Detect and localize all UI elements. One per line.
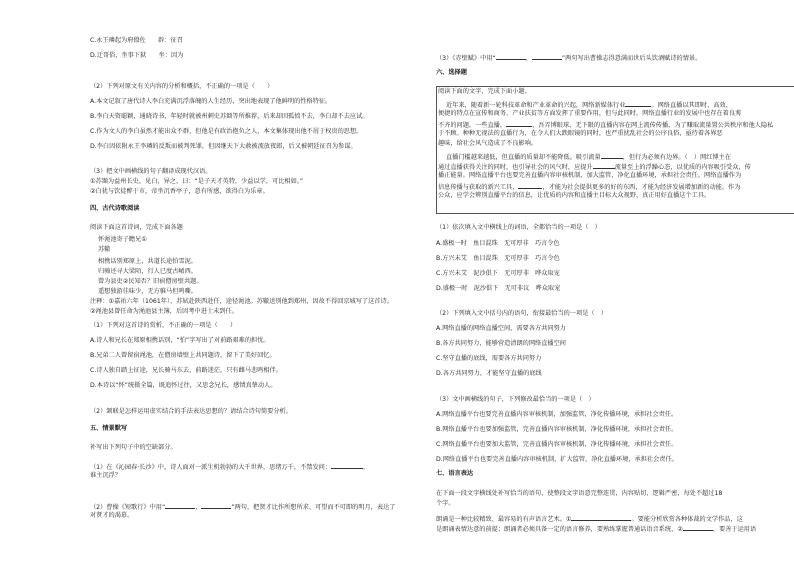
question-text: （1）依次填入文中横线上的词语，全都恰当的一项是（ ） <box>436 224 601 231</box>
question-text: （1）下列对这首诗的赏析，不正确的一项是（ ） <box>90 322 237 329</box>
poem-title: 怀渑池寄子瞻兄① <box>98 236 147 243</box>
answer-blank[interactable] <box>683 524 713 531</box>
passage-line-5: 趣味，给社会风气造成了不良影响。 <box>438 140 537 147</box>
dictation-item-3-text: （3）《赤壁赋》中用“ <box>436 55 496 62</box>
passage-line-9-text: 信息传播与获取的新兴工具， <box>438 184 519 191</box>
question-text: （3）文中画横线的句子，下列修改最恰当的一项是（ ） <box>436 396 595 403</box>
poem-note-2: ②渑池县曾任命为渑池县主簿，后因考中进士未到任。 <box>90 308 238 315</box>
option-b-line: B.网络直播平台也要加强监管，完善直播内容审核机制，净化传播环境，承担社会责任。 <box>436 426 678 433</box>
option-d-line: D.李白因依附永王李璘的反叛而被判死罪，但因继天下大赦被流放夜郎，后又被朝廷征召为参谋。 <box>90 143 357 150</box>
answer-blank[interactable] <box>593 162 615 169</box>
poem-instruction: 阅读下面这首诗词，完成下面各题 <box>90 224 183 231</box>
passage-line-7-cont: 流量至上的浮躁心态，以优质的内容吸引受众，传 <box>614 164 751 171</box>
passage-line-9-cont: ，才能为社会提供更多的好的东西，才能为经济发展增加新的动能。作为 <box>542 184 741 191</box>
answer-blank[interactable] <box>496 53 526 60</box>
poem-line-2: 归骑还寻大梁陌，行人已度古崤西。 <box>98 268 197 275</box>
passage-line-1-text: 近年来，随着新一轮科技革命和产业革命的兴起，网络新媒体行业 <box>446 102 626 109</box>
option-b-line: B.李白天资聪颖，通晓诗书，年轻时就被州刺史苏頲等所推荐，后来却因孤愤不去，李白却不去应试。 <box>90 113 369 120</box>
option-c-line: C.方兴未艾 泥沙俱下 无可厚非 哗众取宠 <box>436 270 560 277</box>
option-a-line: A.网络直播平台也要完善直播内容审核机制，加强监管，净化传播环境，承担社会责任。 <box>436 411 678 418</box>
translation-item-2: ②白犹与饮徒醉于市，帝坐沉香亭子，意有所感，欲得白为乐章。 <box>90 188 269 195</box>
answer-blank[interactable] <box>506 120 532 127</box>
option-d-line: D.盛极一时 泥沙俱下 无可非议 哗众取宠 <box>436 285 561 292</box>
answer-blank[interactable] <box>625 100 651 107</box>
passage-line-3 <box>438 120 773 130</box>
dictation-item-2-text: （2）曹操《短歌行》中用“ <box>90 504 166 511</box>
option-c-line: C.诗人独自踏上征途，兄长骑马东去，前路迷茫，只有雌马悲鸣相伴。 <box>90 367 282 374</box>
left-column <box>90 0 462 562</box>
option-a-line: A.本文记叙了唐代诗人李白充满沉浮落魄的人生经历，突出地表现了他鲜明的性格特征。 <box>90 98 332 105</box>
option-a-line: A.诗人和兄长在郑原相携话别，“怕”字写出了对前路艰难的担忧。 <box>90 337 270 344</box>
section-heading-dictation: 五、情景默写 <box>90 425 128 432</box>
passage-line-6-text: 直播门槛越来越低，但直播的质量却不能降低。吸引流量 <box>446 154 601 161</box>
answer-blank[interactable] <box>532 53 562 60</box>
question-text: （2）下列填入文中括号内的语句，衔接最恰当的一项是（ ） <box>436 310 607 317</box>
option-b-line: B.兄弟二人曾留宿渑池，在僧房墙壁上共同题诗，留下了美好回忆。 <box>90 352 276 359</box>
answer-blank[interactable] <box>571 514 631 521</box>
question-text: （2）颔联是怎样运用虚实结合的手法表达思想的？请结合诗句简要分析。 <box>90 408 292 415</box>
expression-text-1 <box>436 514 743 524</box>
answer-blank[interactable] <box>165 502 195 509</box>
poem-author: 苏辙 <box>98 246 111 253</box>
option-b-line: B.方兴未艾 鱼目混珠 无可厚非 巧言令色 <box>436 255 560 262</box>
dictation-instruction: 补写出下列句子中的空缺部分。 <box>90 444 177 451</box>
expression-instruction: 在下面一段文字横线处补写恰当的语句，使整段文字语意完整连贯，内容贴切，逻辑严密，每处不超过18 <box>436 490 723 497</box>
translation-item-1: ①苏颋为益州长史，见白，异之，曰：“是子天才英特，少益以学，可比相如。” <box>90 178 304 185</box>
passage-line-7-text: 通过直播获得关注的同时，也引导社会的风气时，应提升 <box>438 164 593 171</box>
expression-text-1-start: 朗诵是一种比较精致、最容易的有声语言艺术。① <box>436 516 572 523</box>
section-heading-expression: 七、语言表达 <box>436 470 474 477</box>
answer-blank[interactable] <box>518 182 542 189</box>
option-b-line: B.各方共同努力，能够营造清朗的网络直播空间 <box>436 340 566 347</box>
passage-line-6-cont: ，但行为必须有边界。（ ）网红博主在 <box>622 154 731 161</box>
passage-line-3-cont: ，吾弄博眼球，无下限的直播内容在网上流传传播，为了赚取流量置公共秩序和他人隐私 <box>532 122 774 129</box>
option-a-line: A.网络直播的网络直播空间，需要各方共同努力 <box>436 325 566 332</box>
expression-text-2 <box>436 524 756 534</box>
dictation-item-2: （2）曹操《短歌行》中用“ ， ”两句，把贤才比作所想所求、可望而不可即的明月，表达了 <box>90 504 396 511</box>
passage-instruction: 阅读下面的文字，完成下面小题。 <box>438 88 531 95</box>
option-d-line: D.迁哥俗，坐事下狱 坐：因为 <box>90 52 184 59</box>
dictation-item-2-cont: ”两句，把贤才比作所想所求、可望而不可即的明月，表达了 <box>231 504 396 511</box>
passage-line-10: 公众，应学会辨别直播平台的信息，让优质的内容和直播主目标大众视野，真正用好直播这个工具。 <box>438 192 711 199</box>
option-c-line: C.作为文人的李白虽然才能出众不群，但他是有政治抱负之人，本文集体现出他不屑于权贵的思想。 <box>90 128 363 135</box>
poem-line-4: 遥想独游佳味少，无方骓马但鸣嘶。 <box>98 288 197 295</box>
section-heading-poetry: 四、古代诗歌阅读 <box>90 205 140 212</box>
expression-instruction-end: 个字。 <box>436 500 455 507</box>
passage-line-4: 于不顾。种种无视法的直播行为，在令人们大跌眼镜的同时，也严重扰乱社会的公序良俗，亟待着各界恶 <box>438 130 723 137</box>
answer-blank[interactable] <box>201 502 231 509</box>
dictation-item-1-text: （1）在《沁园春·长沙》中，诗人面对一派生机勃勃的大千世界，思绪万千，不禁发问： <box>90 464 332 471</box>
passage-line-3-text: 不齐的问题。一些直播， <box>438 122 507 129</box>
answer-blank[interactable] <box>331 462 363 469</box>
answer-blank[interactable] <box>601 152 623 159</box>
passage-line-9 <box>438 182 740 192</box>
right-column <box>436 0 794 562</box>
poem-line-1: 相携话别郑原上，共道长途怕雪泥。 <box>98 258 197 265</box>
passage-line-7 <box>438 162 751 172</box>
passage-line-1 <box>446 100 732 110</box>
option-a-line: A.盛极一时 鱼目混珠 无可厚非 巧言令色 <box>436 240 560 247</box>
question-text: （2）下列对原文有关内容的分析和概括，不正确的一项是（ ） <box>90 83 274 90</box>
option-c-line: C.永王璘起为府僚佐 辟：征召 <box>90 37 183 44</box>
dictation-item-2-end: 对贤才的渴慕。 <box>90 512 134 519</box>
passage-line-1-cont: 。网络直播以其即时、高效、 <box>651 102 732 109</box>
option-d-line: D.本诗以“怀”统摄全篇，既追怀过往，又思念兄长，感情真挚动人。 <box>90 382 277 389</box>
option-c-line: C.坚守直播的底线，需要各方共同努力 <box>436 355 542 362</box>
expression-text-2-start: 是朗诵表情达意的前提；朗诵者必须具备一定的语言修养，要熟练掌握普通话语音系统，② <box>436 526 683 533</box>
poem-note-1: 注释：①嘉祐六年（1061年），苏轼赴陕西赴任，途径渑池。苏辙送别他到郑州，因故不得回京城写了这首诗。 <box>90 298 393 305</box>
passage-line-8: 播正能量。网络直播平台也要完善直播内容审核机制，加大监管，净化直播环境，承担社会责任。网络直播作为 <box>438 172 742 179</box>
option-d-line: D.各方共同努力，才能坚守直播的底线 <box>436 370 542 377</box>
poem-line-3: 曾为县吏②民知否？旧宿僧房壁共题。 <box>98 278 203 285</box>
expression-text-1-cont: 。要能分析欣赏各种体裁的文学作品，这 <box>631 516 743 523</box>
section-heading-choice: 六、选择题 <box>436 69 467 76</box>
dictation-item-3: （3）《赤壁赋》中用“ ， ”两句写出曹操志得意满而世后头饮酒赋诗的情景。 <box>436 55 702 62</box>
question-text: （3）把文中画横线的句子翻译成现代汉语。 <box>90 168 212 175</box>
option-d-line: D.网络直播平台也要完善直播内容审核机制，扩大监管，净化直播环境，承担社会责任。 <box>436 456 678 463</box>
option-c-line: C.网络直播平台也要加大监管，完善直播内容审核机制，净化传播环境，承担社会责任。 <box>436 441 678 448</box>
dictation-item-1-end: 谁主沉浮？ <box>90 472 121 479</box>
dictation-item-1: （1）在《沁园春·长沙》中，诗人面对一派生机勃勃的大千世界，思绪万千，不禁发问： ， <box>90 464 370 471</box>
passage-line-6 <box>446 152 731 162</box>
expression-text-2-cont: ，要善于运用语 <box>712 526 757 533</box>
dictation-item-3-cont: ”两句写出曹操志得意满而世后头饮酒赋诗的情景。 <box>561 55 702 62</box>
passage-line-2: 便捷的特点在宣传和商务、产业扶贫等方面发挥了重要作用，但与此同时，网络直播行业的发展中也存在着良莠 <box>438 110 742 117</box>
